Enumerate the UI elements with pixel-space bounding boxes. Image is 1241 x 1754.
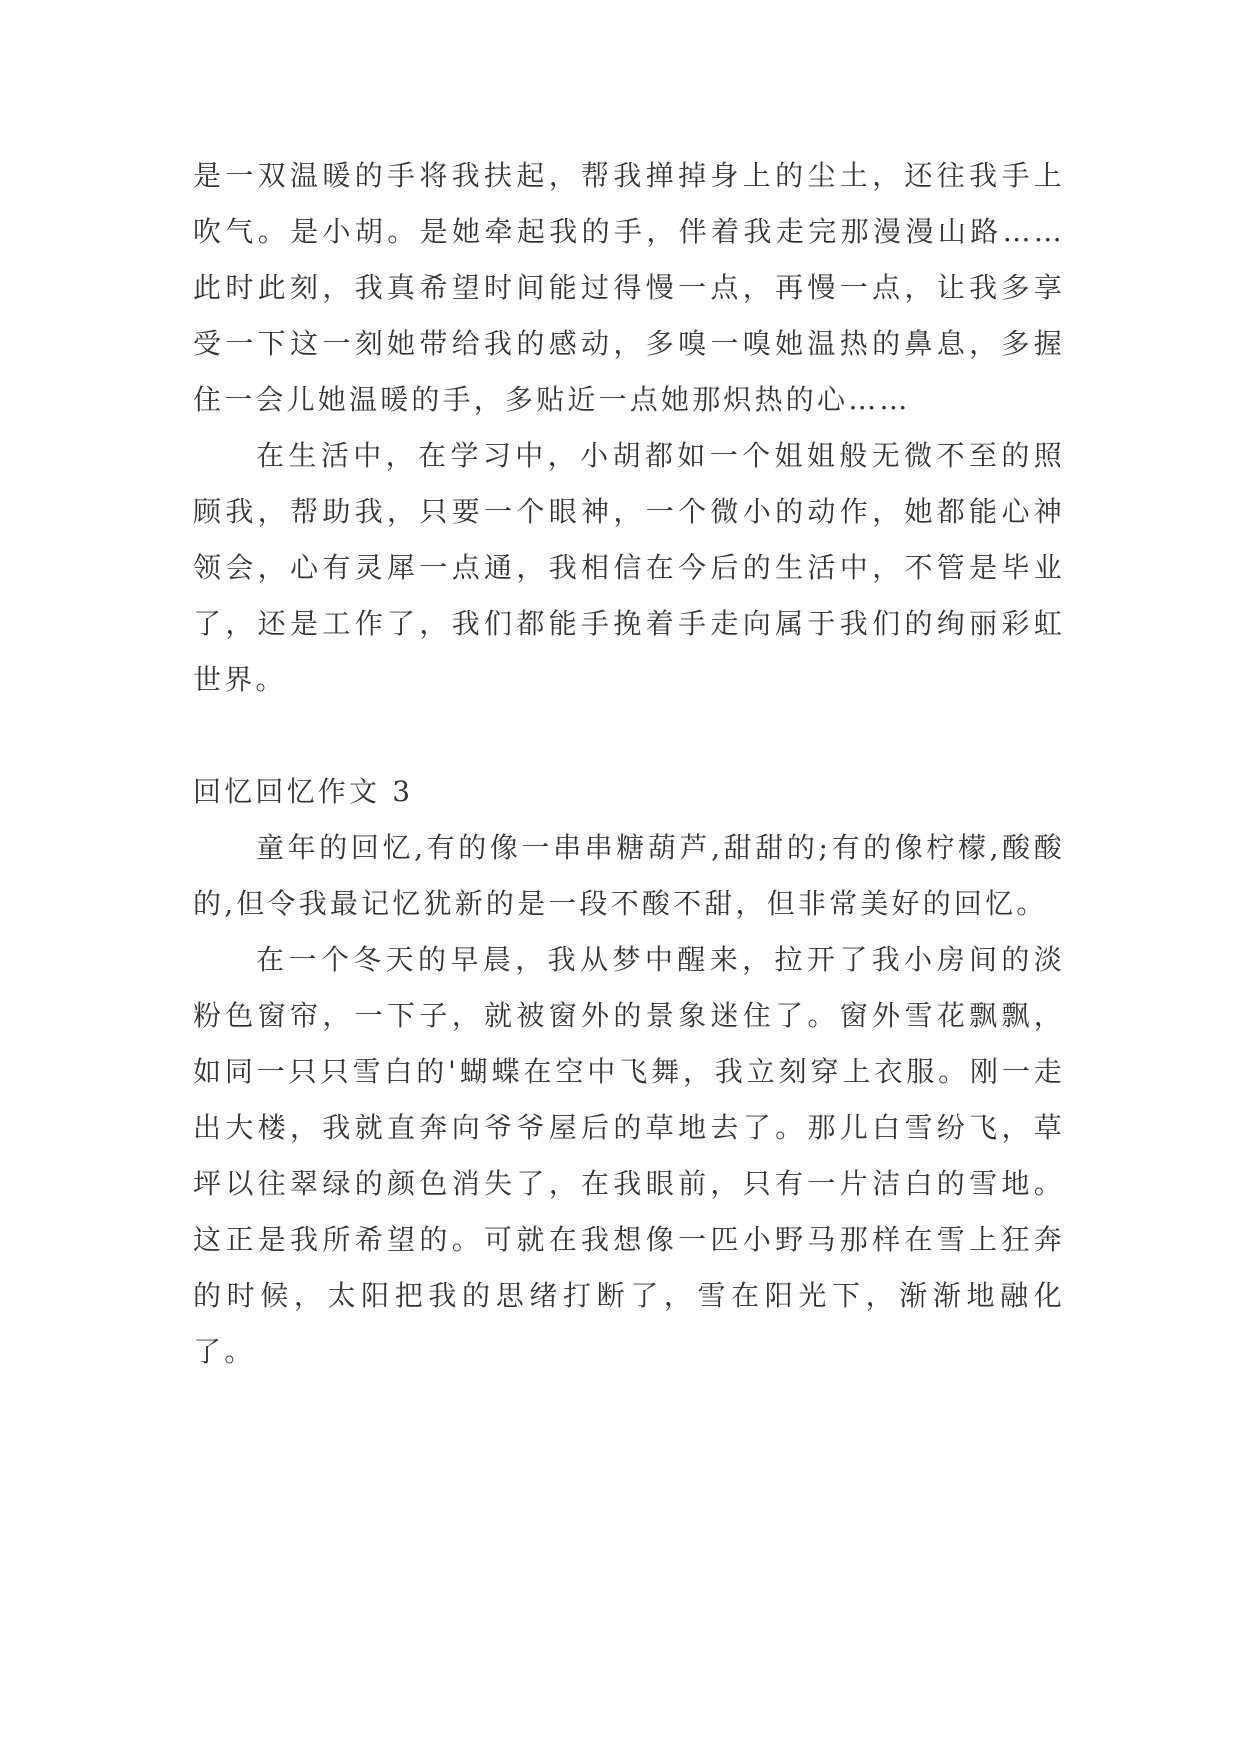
- document-body: [193, 148, 1065, 1380]
- section-title: 回忆回忆作文 3: [193, 775, 414, 808]
- paragraph-continued: 是一双温暖的手将我扶起，帮我掸掉身上的尘土，还往我手上吹气。是小胡。是她牵起我的手，伴着我走完那漫漫山路……此时此刻，我真希望时间能过得慢一点，再慢一点，让我多享受一下这一刻她带给我的感动，多嗅一嗅她温热的鼻息，多握住一会儿她温暖的手，多贴近一点她那炽热的心……: [193, 159, 1065, 416]
- paragraph-life: 在生活中，在学习中，小胡都如一个姐姐般无微不至的照顾我，帮助我，只要一个眼神，一个微小的动作，她都能心神领会，心有灵犀一点通，我相信在今后的生活中，不管是毕业了，还是工作了，我们都能手挽着手走向属于我们的绚丽彩虹世界。: [193, 439, 1065, 696]
- paragraph-winter: 在一个冬天的早晨，我从梦中醒来，拉开了我小房间的淡粉色窗帘，一下子，就被窗外的景象迷住了。窗外雪花飘飘，如同一只只雪白的'蝴蝶在空中飞舞，我立刻穿上衣服。刚一走出大楼，我就直奔向爷爷屋后的草地去了。那儿白雪纷飞，草坪以往翠绿的颜色消失了，在我眼前，只有一片洁白的雪地。这正是我所希望的。可就在我想像一匹小野马那样在雪上狂奔的时候，太阳把我的思绪打断了，雪在阳光下，渐渐地融化了。: [193, 943, 1065, 1368]
- paragraph-childhood: 童年的回忆,有的像一串串糖葫芦,甜甜的;有的像柠檬,酸酸的,但令我最记忆犹新的是一段不酸不甜，但非常美好的回忆。: [193, 831, 1065, 920]
